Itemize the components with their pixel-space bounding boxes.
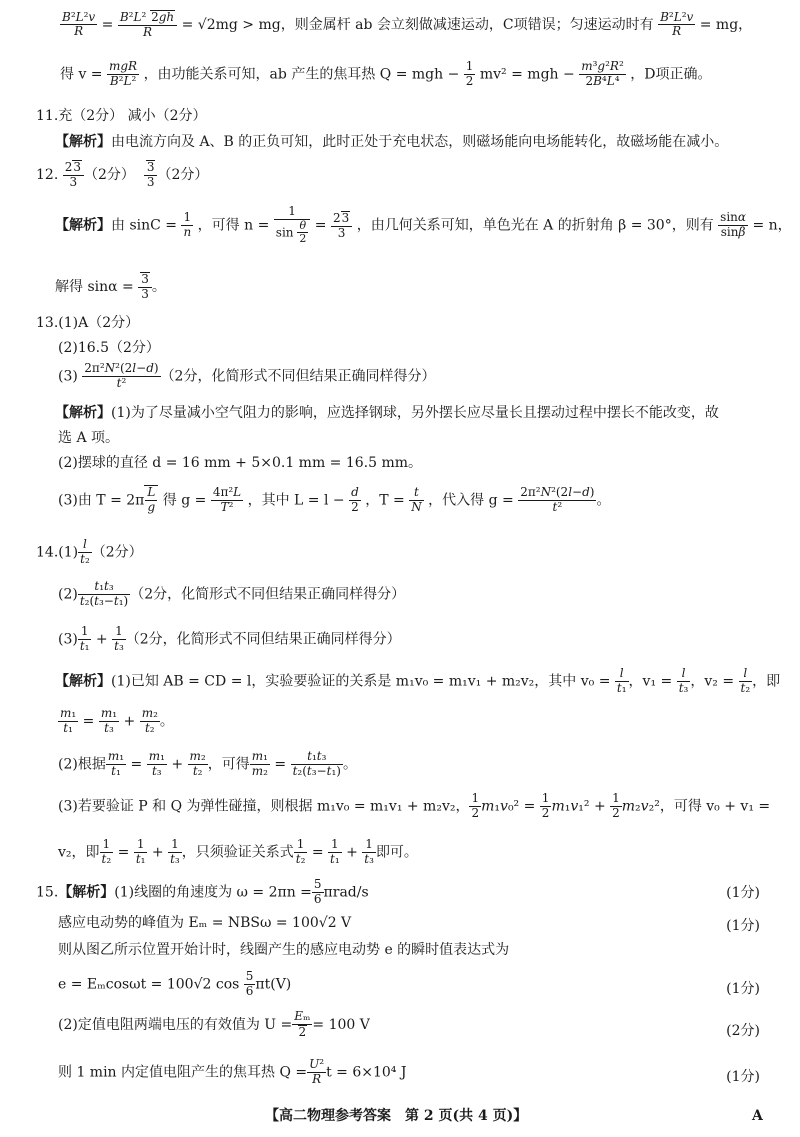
text: (2)摆球的直径 d = 16 mm + 5×0.1 mm = 16.5 mm。 [58,455,423,471]
text: √2 [197,16,216,33]
text: （2分） [91,544,143,561]
text: (3) [58,368,78,385]
frac-5-6-b: $\frac{5}{6}$ [245,969,254,998]
text: ，即 [752,673,781,690]
text: ，由几何关系可知，单色光在 A 的折射角 β = 30°，则有 [356,217,714,234]
text: (1)为了尽量减小空气阻力的影响，应选择钢球，另外摆长应尽量长且摆动过程中摆长不能改变，故 [111,405,719,421]
text: mv² = mgh − [479,66,575,83]
frac-1-n: $\frac{1}{n}$ [183,210,192,240]
q13-p3 [58,362,435,391]
frac-1-t1-b: $\frac{1}{\text{t₁}}$ [330,837,340,866]
q13-p1 [36,315,139,332]
frac-2sqrt3-3: $\frac{23}{3}$ [63,160,84,190]
q12-analysis-1 [55,205,792,246]
text: 12. [36,166,59,183]
text: 。 [342,756,357,773]
frac-l-t3: $\frac{l}{\text{t₃}}$ [678,666,689,695]
frac-g-formula-2: $\frac{\text{2π²N²(2l−d)}}{\text{t²}}$ [520,485,595,514]
text: (2)定值电阻两端电压的有效值为 U = [58,1016,293,1033]
q15-line-2 [58,915,351,932]
text: ，D项正确。 [630,66,712,83]
text: (1)A（2分） [58,315,140,331]
q15-line-1 [36,878,369,907]
frac-1-t2-b: $\frac{1}{\text{t₂}}$ [295,837,306,866]
frac-sqrt3-3-b: $\frac{3}{3}$ [138,272,152,302]
frac-b2l2v-r-2: $\frac{\text{B²L²v}}{R}$ [660,9,694,39]
text: mg > mg，则金属杆 ab 会立刻做减速运动，C项错误；匀速运动时有 [215,16,654,33]
q15-line-3 [58,942,509,959]
text: ，v₁ = [628,673,673,690]
text: 。 [596,492,611,509]
text: (3)若要验证 P 和 Q 为弹性碰撞，则根据 m₁v₀ = m₁v₁ + m₂v₂， [58,798,470,815]
text: (3) [58,631,78,648]
frac-1-t1: $\frac{1}{\text{t₁}}$ [79,624,90,653]
q15-line-5 [58,1010,370,1040]
text: （2分，化简形式不同但结果正确同样得分） [130,586,406,603]
text: (1)已知 AB = CD = l，实验要验证的关系是 m₁v₀ = m₁v₁ + m₂v₂，其中 v₀ = [111,673,611,690]
frac-mgr-b2l2: $\frac{\text{mgR}}{\text{B²L²}}$ [109,59,138,88]
q14-p3: (3) $\frac{1}{\text{t₁}}$ + $\frac{1}{\text{t₃}}$ （2分，化简形式不同但结果正确同样得分） [58,624,401,653]
text: ，可得 [207,756,250,773]
text: (2)根据 [58,756,106,773]
score-4: (2分) [726,1023,760,1039]
q15-line-6 [58,1058,406,1087]
q14-analysis-3: (2)根据 $\frac{\text{m₁}}{\text{t₁}}$ = $\frac{\text{m₁}}{\text{t₃}}$ + $\frac{\text{m₂}}{\text{t₂}}$ ，可得 $\frac{\text{m₁}}{\text{m₂}}$ = $\frac{\text{t₁t₃}}{\text{t₂(t₃−t₁)}}$ 。 [58,749,357,778]
frac-m2-t2-b: $\frac{\text{m₂}}{\text{t₂}}$ [189,749,206,778]
q12-analysis-2 [55,272,166,302]
text: 由 sinC = [111,217,178,234]
text: 即可。 [375,844,418,861]
text: （2分） [157,166,209,183]
text: 【解析】 [58,884,115,901]
text: 【解析】 [55,134,111,150]
frac-m1-t3-b: $\frac{\text{m₁}}{\text{t₃}}$ [148,749,165,778]
text: (3)由 T = 2π [58,492,145,509]
frac-b2l2v-r: $\frac{\text{B²L²v}}{R}$ [62,9,96,39]
text: 则 1 min 内定值电阻产生的焦耳热 Q = [58,1064,308,1081]
text: ，只须验证关系式 [181,844,294,861]
frac-em-sqrt2: $\frac{\text{Eₘ}}{2}$ [294,1009,311,1039]
score-5: (1分) [726,1069,760,1085]
score-3: (1分) [726,981,760,997]
text: 。 [151,278,166,295]
frac-m2-t2: $\frac{\text{m₂}}{\text{t₂}}$ [141,706,158,735]
q13-analysis-3 [58,455,422,472]
line-2 [60,60,711,89]
text: 解得 sinα = [55,278,134,295]
frac-1-sin-half-theta: 1 sin $\frac{\theta}{2}$ [274,205,311,246]
score-1: (1分) [726,885,760,901]
text: 充（2分） 减小（2分） [58,108,207,124]
page-footer: 【高二物理参考答案 第 2 页(共 4 页)】 [265,1108,528,1124]
frac-1-t2-a: $\frac{1}{\text{t₂}}$ [101,837,112,866]
text: (1)线圈的角速度为 ω = 2πn = [114,884,312,901]
text: 由电流方向及 A、B 的正负可知，此时正处于充电状态，则磁场能向电场能转化，故磁场能在减小。 [111,134,729,150]
text: ，可得 n = [197,217,270,234]
line-1: $\frac{\text{B²L²v}}{R}$ = $\frac{\text{B²L² 2gh}}{R}$ = √2mg > mg，则金属杆 ab 会立刻做减速运动，C项错误；匀速运动时有 $\frac{\text{B²L²v}}{R}$ = mg， [62,9,753,39]
q13-analysis-4 [58,485,610,515]
version-label: A [752,1108,763,1124]
text: t = 6×10⁴ J [326,1064,407,1081]
text: = n， [752,217,792,234]
frac-m1-t1: $\frac{\text{m₁}}{\text{t₁}}$ [60,706,77,735]
text: （2分，化简形式不同但结果正确同样得分） [125,631,401,648]
text: 【解析】 [55,217,111,234]
text: 得 v = [60,66,103,83]
q14-analysis-5: v₂，即 $\frac{1}{\text{t₂}}$ = $\frac{1}{\text{t₁}}$ + $\frac{1}{\text{t₃}}$ ，只须验证关系式 $\frac{1}{\text{t₂}}$ = $\frac{1}{\text{t₁}}$ + $\frac{1}{\text{t₃}}$ 即可。 [58,837,418,866]
q12-answer [36,160,208,190]
frac-1-t3-a: $\frac{1}{\text{t₃}}$ [170,837,180,866]
q13-p2 [58,340,160,357]
text: (2) [58,586,78,603]
frac-m1-t3: $\frac{\text{m₁}}{\text{t₃}}$ [100,706,118,735]
text: ，可得 v₀ + v₁ = [659,798,771,815]
frac-1-t1-a: $\frac{1}{\text{t₁}}$ [135,837,146,866]
text: 【解析】 [55,673,111,690]
text: = mg， [699,16,753,33]
text: ，其中 L = l − [247,492,345,509]
frac-sqrt3-3: $\frac{3}{3}$ [144,160,158,190]
text: ，T = [365,492,405,509]
frac-sina-sinb: $\frac{\sin\alpha}{\sin\beta}$ [720,210,746,240]
text: 13. [36,315,59,331]
text: ，v₂ = [690,673,735,690]
frac-t1t3-b: $\frac{\text{t₁t₃}}{\text{t₂(t₃−t₁)}}$ [292,749,341,778]
q11-answer [36,108,207,125]
frac-t1t3: $\frac{\text{t₁t₃}}{\text{t₂(t₃−t₁)}}$ [79,579,129,608]
text: = 100 V [312,1016,370,1033]
q14-p2 [58,580,405,609]
frac-2sqrt3-3-b: $\frac{23}{3}$ [331,211,352,241]
frac-u2-r: $\frac{\text{U²}}{R}$ [309,1057,325,1086]
frac-m1-m2: $\frac{\text{m₁}}{\text{m₂}}$ [251,749,268,778]
q15-line-4 [58,970,291,999]
text: 11. [36,108,59,124]
frac-half-b: $\frac{1}{2}$ [541,791,550,820]
text: ，由功能关系可知，ab 产生的焦耳热 Q = mgh − [143,66,460,83]
q14-analysis-4: (3)若要验证 P 和 Q 为弹性碰撞，则根据 m₁v₀ = m₁v₁ + m₂v₂， $\frac{1}{2}$ m₁v₀² = $\frac{1}{2}$ m₁v₁² + $\frac{1}{2}$ m₂v₂²，可得 v₀ + v₁ = [58,791,771,820]
frac-m3g2r2: $\frac{\text{m³g²R²}}{\text{2B⁴L⁴}}$ [581,59,624,88]
text: 。 [159,713,174,730]
frac-1-t3-b: $\frac{1}{\text{t₃}}$ [364,837,374,866]
frac-d-2: $\frac{d}{2}$ [351,485,359,514]
text: 15. [36,884,59,901]
text: v₂，即 [58,844,100,861]
frac-l-t2: $\frac{l}{\text{t₂}}$ [80,537,90,566]
frac-half: $\frac{1}{2}$ [465,59,474,88]
text: （2分，化简形式不同但结果正确同样得分） [160,368,436,385]
frac-g-formula: $\frac{\text{2π²N²(2l−d)}}{\text{t²}}$ [84,361,159,390]
score-2: (1分) [726,918,760,934]
q13-analysis-2 [58,430,119,447]
frac-l-t2-b: $\frac{l}{\text{t₂}}$ [740,666,751,695]
q11-analysis [55,134,728,151]
text: ，代入得 g = [428,492,514,509]
text: （2分） [84,166,135,183]
text: 感应电动势的峰值为 Eₘ = NBSω = 100√2 V [58,915,352,931]
text: 得 g = [162,492,207,509]
frac-t-n: $\frac{t}{N}$ [411,485,422,514]
frac-5-6: $\frac{5}{6}$ [313,877,322,906]
frac-half-a: $\frac{1}{2}$ [471,791,480,820]
text: 则从图乙所示位置开始计时，线圈产生的感应电动势 e 的瞬时值表达式为 [58,942,510,958]
q14-p1 [36,538,143,567]
text: 【解析】 [55,405,111,421]
text: πrad/s [323,884,369,901]
q14-analysis-1 [55,667,780,696]
text: 选 A 项。 [58,430,120,446]
frac-half-c: $\frac{1}{2}$ [612,791,620,820]
q13-analysis-1 [55,405,719,422]
frac-1-t3: $\frac{1}{\text{t₃}}$ [114,624,124,653]
q14-analysis-2: $\frac{\text{m₁}}{\text{t₁}}$ = $\frac{\text{m₁}}{\text{t₃}}$ + $\frac{\text{m₂}}{\text{t₂}}$ 。 [60,706,174,735]
frac-b2l2sqrt2gh-r: $\frac{\text{B²L² 2gh}}{R}$ [118,10,177,40]
text: (2)16.5（2分） [58,340,160,356]
text: = [314,217,327,234]
frac-l-t1: $\frac{l}{\text{t₁}}$ [616,666,627,695]
frac-m1-t1-b: $\frac{\text{m₁}}{\text{t₁}}$ [107,749,125,778]
text: 14. [36,544,59,561]
text: πt(V) [255,976,292,993]
frac-l-g: $\frac{L}{g}$ [147,485,156,514]
text: (1) [58,544,79,561]
text: e = Eₘcosωt = 100√2 cos [58,976,240,993]
frac-4pi2l-t2: $\frac{\text{4π²L}}{\text{T²}}$ [212,485,242,514]
